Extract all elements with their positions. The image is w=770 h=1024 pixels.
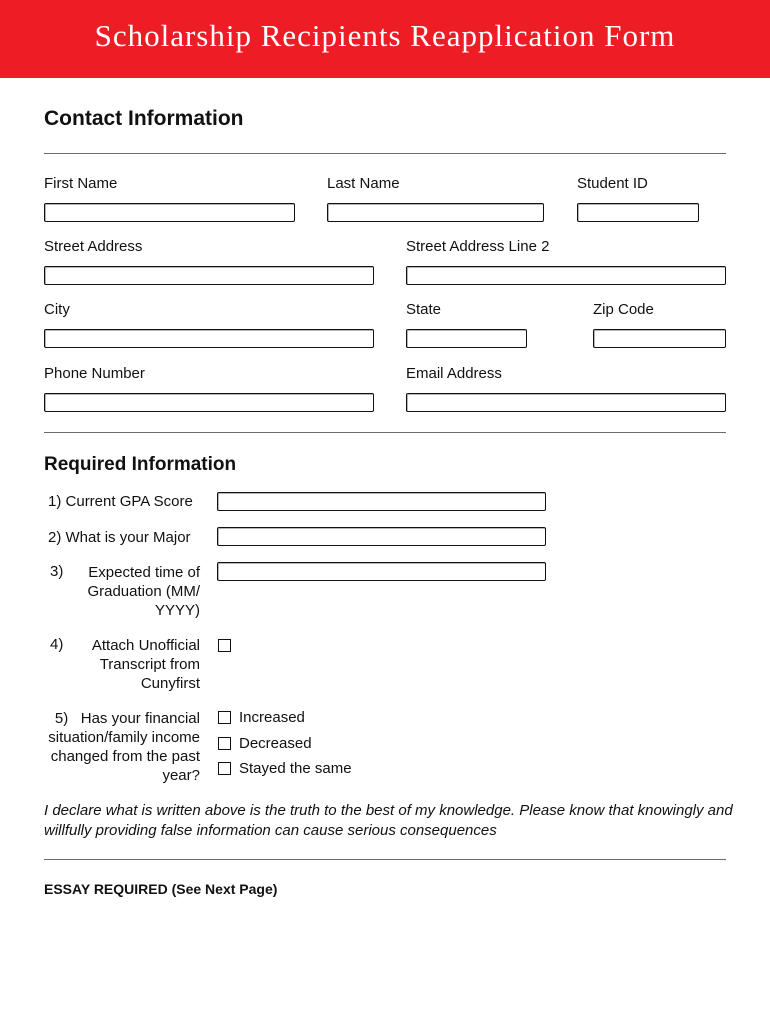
city-label: City xyxy=(44,301,70,318)
increased-checkbox[interactable] xyxy=(218,711,231,724)
divider xyxy=(44,153,726,154)
last-name-field[interactable] xyxy=(327,203,544,222)
first-name-label: First Name xyxy=(44,175,118,192)
form-title: Scholarship Recipients Reapplication Form xyxy=(94,18,676,53)
financial-label-line: situation/family income xyxy=(48,729,200,746)
email-label: Email Address xyxy=(406,365,502,382)
state-label: State xyxy=(406,301,442,318)
question-number: 3) xyxy=(50,563,64,580)
question-number: 2) xyxy=(48,529,62,546)
decreased-option-label: Decreased xyxy=(239,735,312,752)
state-field[interactable] xyxy=(406,329,527,348)
declaration-text: I declare what is written above is the truth to the best of my knowledge. Please know that knowingly and willfully providing false information can cause serious consequences xyxy=(44,802,733,839)
divider xyxy=(44,859,726,860)
financial-label-line: 5) Has your financial xyxy=(54,710,200,727)
contact-section-title: Contact Information xyxy=(44,107,244,130)
stayed-same-option-label: Stayed the same xyxy=(239,760,352,777)
decreased-checkbox[interactable] xyxy=(218,737,231,750)
graduation-question xyxy=(70,563,200,620)
essay-required-note: ESSAY REQUIRED (See Next Page) xyxy=(44,881,278,897)
transcript-question xyxy=(70,636,200,693)
financial-label-line: changed from the past xyxy=(50,748,200,765)
street-address-field[interactable] xyxy=(44,266,374,285)
street-address-2-field[interactable] xyxy=(406,266,726,285)
student-id-field[interactable] xyxy=(577,203,699,222)
gpa-label: Current GPA Score xyxy=(65,493,193,510)
question-number: 1) xyxy=(48,493,62,510)
zip-code-label: Zip Code xyxy=(593,301,654,318)
city-field[interactable] xyxy=(44,329,374,348)
graduation-label-line: Expected time of xyxy=(88,564,200,581)
transcript-checkbox[interactable] xyxy=(218,639,231,652)
major-label: What is your Major xyxy=(65,529,191,546)
financial-label-line: year? xyxy=(162,767,200,784)
increased-option-label: Increased xyxy=(239,709,305,726)
stayed-same-checkbox[interactable] xyxy=(218,762,231,775)
graduation-date-field[interactable] xyxy=(217,562,546,581)
zip-code-field[interactable] xyxy=(593,329,726,348)
required-section-title: Required Information xyxy=(44,454,237,475)
email-field[interactable] xyxy=(406,393,726,412)
major-field[interactable] xyxy=(217,527,546,546)
first-name-field[interactable] xyxy=(44,203,295,222)
major-question xyxy=(48,528,204,547)
divider xyxy=(44,432,726,433)
header-banner xyxy=(0,0,770,78)
street-address-label: Street Address xyxy=(44,238,143,255)
phone-label: Phone Number xyxy=(44,365,145,382)
graduation-label-line: Graduation (MM/ xyxy=(87,583,200,600)
student-id-label: Student ID xyxy=(577,175,648,192)
street-address-2-label: Street Address Line 2 xyxy=(406,238,550,255)
transcript-label-line: Cunyfirst xyxy=(140,675,200,692)
phone-field[interactable] xyxy=(44,393,374,412)
transcript-label-line: Attach Unofficial xyxy=(91,637,200,654)
gpa-question xyxy=(48,492,200,511)
gpa-field[interactable] xyxy=(217,492,546,511)
graduation-label-line: YYYY) xyxy=(154,602,200,619)
last-name-label: Last Name xyxy=(327,175,400,192)
question-number: 4) xyxy=(50,636,64,653)
transcript-label-line: Transcript from xyxy=(99,656,200,673)
financial-question xyxy=(30,709,200,785)
